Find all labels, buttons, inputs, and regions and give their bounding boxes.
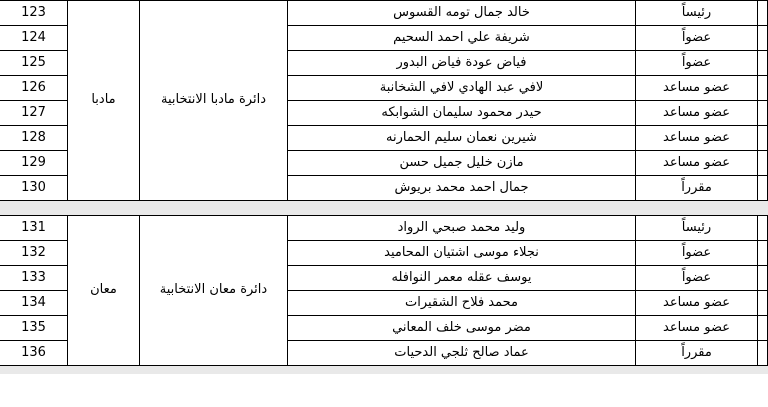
cell-name: شيرين نعمان سليم الحمارنه <box>288 126 636 151</box>
cell-serial: 132 <box>0 241 68 266</box>
row-leading-blank <box>758 176 768 201</box>
cell-serial: 135 <box>0 316 68 341</box>
cell-role: عضو مساعد <box>636 151 758 176</box>
cell-role: مقرراً <box>636 341 758 366</box>
cell-role: عضواً <box>636 51 758 76</box>
cell-serial: 128 <box>0 126 68 151</box>
cell-serial: 131 <box>0 216 68 241</box>
cell-role: عضو مساعد <box>636 101 758 126</box>
cell-serial: 129 <box>0 151 68 176</box>
row-leading-blank <box>758 1 768 26</box>
row-leading-blank <box>758 151 768 176</box>
cell-name: محمد فلاح الشقيرات <box>288 291 636 316</box>
row-leading-blank <box>758 76 768 101</box>
row-leading-blank <box>758 26 768 51</box>
cell-role: رئيساً <box>636 1 758 26</box>
cell-district: دائرة معان الانتخابية <box>140 216 288 366</box>
cell-serial: 126 <box>0 76 68 101</box>
row-leading-blank <box>758 341 768 366</box>
table-row <box>0 216 768 241</box>
cell-role: عضواً <box>636 241 758 266</box>
cell-role: مقرراً <box>636 176 758 201</box>
bottom-margin-band <box>0 366 768 374</box>
cell-serial: 127 <box>0 101 68 126</box>
cell-name: وليد محمد صبحي الرواد <box>288 216 636 241</box>
cell-governorate: معان <box>68 216 140 366</box>
cell-name: شريفة علي احمد السحيم <box>288 26 636 51</box>
cell-role: عضو مساعد <box>636 76 758 101</box>
cell-role: عضو مساعد <box>636 291 758 316</box>
cell-serial: 133 <box>0 266 68 291</box>
cell-name: مضر موسى خلف المعاني <box>288 316 636 341</box>
row-leading-blank <box>758 126 768 151</box>
row-leading-blank <box>758 51 768 76</box>
cell-role: عضو مساعد <box>636 126 758 151</box>
table-block-maan <box>0 215 768 366</box>
cell-governorate: مادبا <box>68 1 140 201</box>
cell-name: جمال احمد محمد بريوش <box>288 176 636 201</box>
row-leading-blank <box>758 216 768 241</box>
cell-name: عماد صالح ثلجي الدحيات <box>288 341 636 366</box>
table-row <box>0 1 768 26</box>
cell-role: عضواً <box>636 266 758 291</box>
cell-name: لافي عبد الهادي لافي الشخانبة <box>288 76 636 101</box>
cell-serial: 124 <box>0 26 68 51</box>
row-leading-blank <box>758 241 768 266</box>
cell-name: نجلاء موسى اشتيان المحاميد <box>288 241 636 266</box>
row-leading-blank <box>758 101 768 126</box>
row-leading-blank <box>758 291 768 316</box>
cell-name: مازن خليل جميل حسن <box>288 151 636 176</box>
cell-serial: 123 <box>0 1 68 26</box>
cell-serial: 136 <box>0 341 68 366</box>
cell-serial: 130 <box>0 176 68 201</box>
cell-name: يوسف عقله معمر النوافله <box>288 266 636 291</box>
row-leading-blank <box>758 266 768 291</box>
table-block-madaba <box>0 0 768 201</box>
cell-role: عضواً <box>636 26 758 51</box>
block-separator-band <box>0 201 768 215</box>
row-leading-blank <box>758 316 768 341</box>
cell-district: دائرة مادبا الانتخابية <box>140 1 288 201</box>
cell-role: رئيساً <box>636 216 758 241</box>
cell-serial: 134 <box>0 291 68 316</box>
cell-role: عضو مساعد <box>636 316 758 341</box>
cell-name: حيدر محمود سليمان الشوابكه <box>288 101 636 126</box>
cell-name: فياض عودة فياض البدور <box>288 51 636 76</box>
cell-serial: 125 <box>0 51 68 76</box>
cell-name: خالد جمال تومه القسوس <box>288 1 636 26</box>
